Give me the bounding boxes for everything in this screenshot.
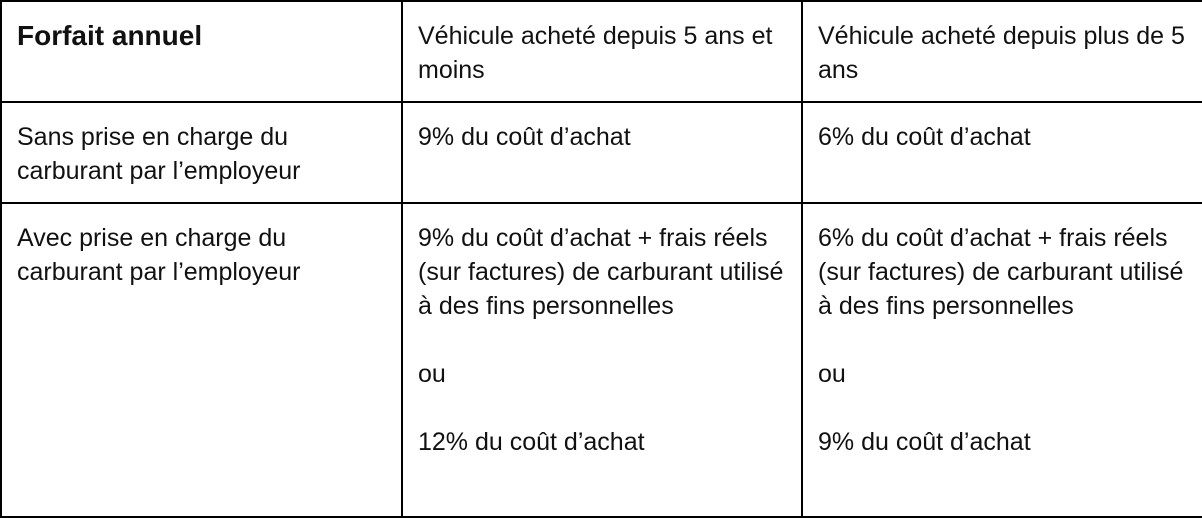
table-header-row bbox=[1, 1, 1202, 102]
cell-option-2: 12% du coût d’achat bbox=[418, 428, 645, 456]
column-header-recent: Véhicule acheté depuis 5 ans et moins bbox=[418, 22, 773, 84]
table-row bbox=[1, 203, 1202, 517]
row-label-cell bbox=[1, 102, 402, 203]
header-cell-recent-vehicle bbox=[402, 1, 802, 102]
table-title: Forfait annuel bbox=[17, 20, 203, 51]
row-label: Avec prise en charge du carburant par l’employeur bbox=[17, 224, 301, 286]
header-cell-title bbox=[1, 1, 402, 102]
cell-option-1: 6% du coût d’achat + frais réels (sur factures) de carburant utilisé à des fins personnelles bbox=[818, 224, 1184, 320]
cell-or-text: ou bbox=[818, 360, 846, 388]
cell-option-1: 9% du coût d’achat + frais réels (sur factures) de carburant utilisé à des fins personnelles bbox=[418, 224, 784, 320]
row-label: Sans prise en charge du carburant par l’employeur bbox=[17, 123, 301, 185]
cell-option-2: 9% du coût d’achat bbox=[818, 428, 1031, 456]
cell-or-text: ou bbox=[418, 360, 446, 388]
column-header-old: Véhicule acheté depuis plus de 5 ans bbox=[818, 22, 1185, 84]
table-cell bbox=[402, 203, 802, 517]
table-cell bbox=[802, 203, 1202, 517]
cell-value: 9% du coût d’achat bbox=[418, 123, 631, 151]
cell-value: 6% du coût d’achat bbox=[818, 123, 1031, 151]
table-cell bbox=[802, 102, 1202, 203]
row-label-cell bbox=[1, 203, 402, 517]
header-cell-old-vehicle bbox=[802, 1, 1202, 102]
table-cell bbox=[402, 102, 802, 203]
table-row bbox=[1, 102, 1202, 203]
